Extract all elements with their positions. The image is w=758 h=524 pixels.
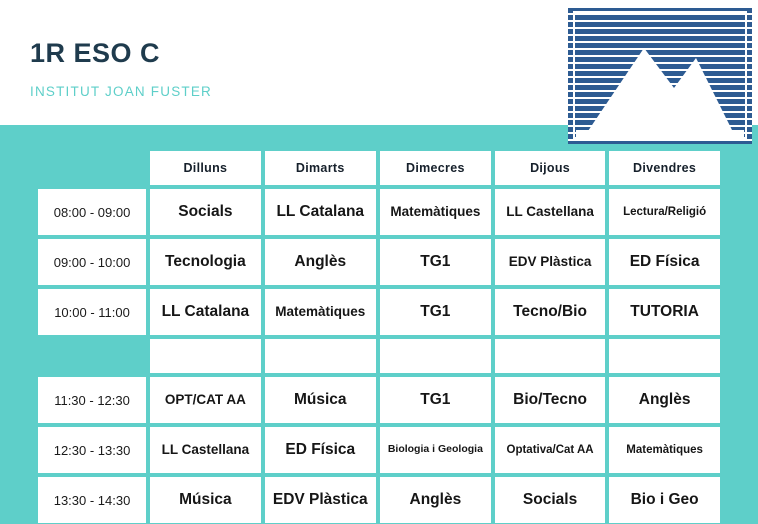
time-slot: 10:00 - 11:00	[38, 289, 146, 335]
subject-cell: Bio i Geo	[609, 477, 720, 523]
subject-cell: Biologia i Geologia	[380, 427, 491, 473]
subject-cell: ED Física	[265, 427, 376, 473]
subject-cell: Socials	[495, 477, 605, 523]
subject-cell: LL Catalana	[265, 189, 376, 235]
subject-cell: Anglès	[609, 377, 720, 423]
mountain-logo	[568, 6, 752, 144]
subject-cell: Anglès	[380, 477, 491, 523]
table-row	[38, 377, 720, 423]
table-row	[38, 239, 720, 285]
subject-cell: ED Física	[609, 239, 720, 285]
subject-cell: Matemàtiques	[265, 289, 376, 335]
subject-cell: Lectura/Religió	[609, 189, 720, 235]
subject-cell: EDV Plàstica	[495, 239, 605, 285]
time-slot: 09:00 - 10:00	[38, 239, 146, 285]
subject-cell	[265, 339, 376, 373]
logo-frame	[573, 11, 747, 139]
subject-cell: Matemàtiques	[380, 189, 491, 235]
day-header-divendres: Divendres	[609, 151, 720, 185]
time-slot	[38, 339, 146, 373]
subject-cell: LL Catalana	[150, 289, 261, 335]
table-header-row	[38, 151, 720, 185]
subject-cell: Anglès	[265, 239, 376, 285]
subject-cell: Bio/Tecno	[495, 377, 605, 423]
subject-cell: Música	[265, 377, 376, 423]
time-slot: 11:30 - 12:30	[38, 377, 146, 423]
subject-cell: Tecnologia	[150, 239, 261, 285]
subject-cell: EDV Plàstica	[265, 477, 376, 523]
page-title: 1R ESO C	[30, 38, 161, 68]
day-header-dilluns: Dilluns	[150, 151, 261, 185]
table-body	[38, 189, 720, 523]
subject-cell: LL Castellana	[495, 189, 605, 235]
timetable-table	[34, 147, 724, 524]
subject-cell: LL Castellana	[150, 427, 261, 473]
time-slot: 08:00 - 09:00	[38, 189, 146, 235]
time-slot: 12:30 - 13:30	[38, 427, 146, 473]
school-name: INSTITUT JOAN FUSTER	[30, 84, 213, 99]
time-slot: 13:30 - 14:30	[38, 477, 146, 523]
subject-cell: TG1	[380, 377, 491, 423]
subject-cell: Socials	[150, 189, 261, 235]
subject-cell	[495, 339, 605, 373]
timetable-grid	[34, 147, 724, 524]
subject-cell	[609, 339, 720, 373]
subject-cell: Matemàtiques	[609, 427, 720, 473]
subject-cell: Música	[150, 477, 261, 523]
day-header-dimecres: Dimecres	[380, 151, 491, 185]
corner-cell	[38, 151, 146, 185]
subject-cell: TUTORIA	[609, 289, 720, 335]
day-header-dijous: Dijous	[495, 151, 605, 185]
subject-cell	[150, 339, 261, 373]
subject-cell: OPT/CAT AA	[150, 377, 261, 423]
subject-cell: Tecno/Bio	[495, 289, 605, 335]
subject-cell: TG1	[380, 239, 491, 285]
day-header-dimarts: Dimarts	[265, 151, 376, 185]
subject-cell: Optativa/Cat AA	[495, 427, 605, 473]
break-row	[38, 339, 720, 373]
subject-cell	[380, 339, 491, 373]
subject-cell: TG1	[380, 289, 491, 335]
table-row	[38, 289, 720, 335]
table-row	[38, 427, 720, 473]
table-row	[38, 477, 720, 523]
table-row	[38, 189, 720, 235]
